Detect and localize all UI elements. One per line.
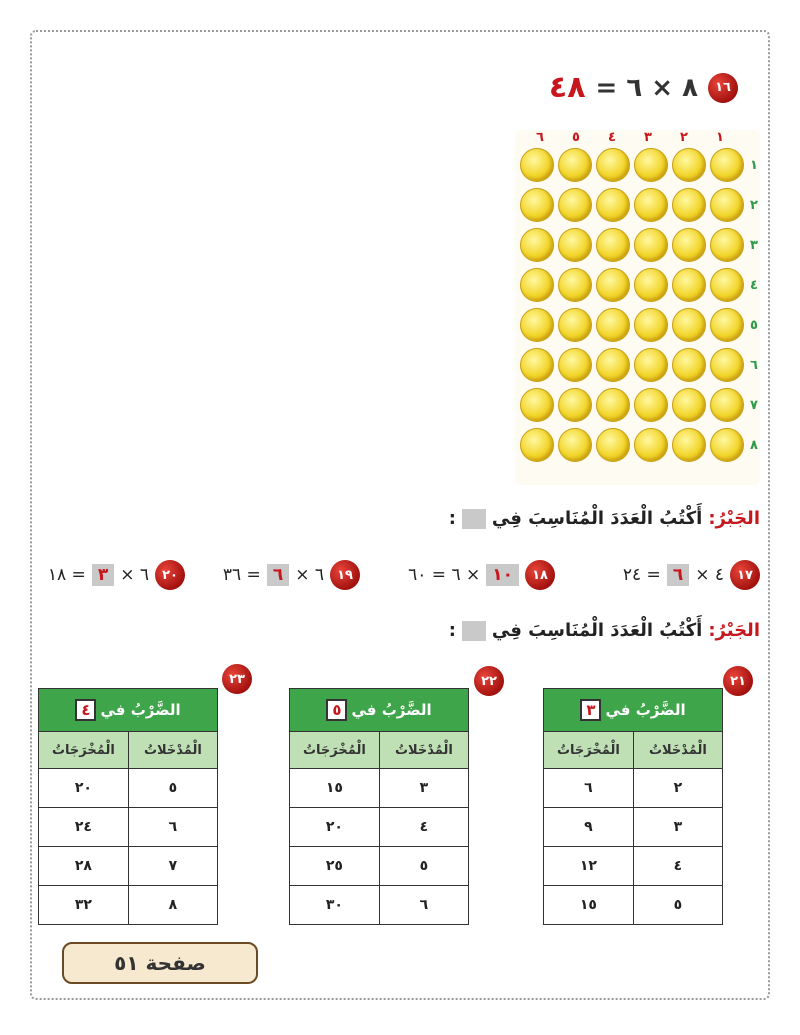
coin-icon — [596, 308, 630, 342]
section-colon: : — [448, 508, 456, 529]
column-number: ٥ — [572, 130, 580, 145]
coin-icon — [634, 228, 668, 262]
exercise-post: × ٦ = ٦٠ — [408, 565, 481, 585]
coin-icon — [520, 148, 554, 182]
table-cell: ١٥ — [290, 769, 380, 808]
table-badge: ٢٢ — [474, 666, 504, 696]
exercise-post: = ٢٤ — [622, 565, 661, 585]
coin-row — [520, 185, 760, 225]
coin-icon — [634, 428, 668, 462]
table-cell: ٣ — [379, 769, 468, 808]
column-number: ١ — [716, 130, 724, 145]
table-factor: ٤ — [75, 699, 96, 721]
table-cell: ٥ — [379, 847, 468, 886]
coin-icon — [558, 428, 592, 462]
coin-icon — [672, 268, 706, 302]
multiply-table-5 — [289, 688, 469, 925]
coin-icon — [520, 428, 554, 462]
coin-icon — [596, 348, 630, 382]
column-number: ٣ — [644, 130, 652, 145]
table-cell: ٢٥ — [290, 847, 380, 886]
exercise-badge: ١٩ — [330, 560, 360, 590]
row-number: ٣ — [750, 237, 758, 253]
table-cell: ٦ — [544, 769, 634, 808]
table-cell: ٣ — [633, 808, 722, 847]
coin-icon — [520, 228, 554, 262]
coin-row — [520, 145, 760, 185]
inputs-header: الْمُدْخَلاتُ — [633, 732, 722, 769]
table-title: الضَّرْبُ في٣ — [544, 689, 723, 732]
exercise-17 — [623, 560, 760, 590]
coin-icon — [710, 188, 744, 222]
exercise-badge: ٢٠ — [155, 560, 185, 590]
coin-icon — [672, 388, 706, 422]
inputs-header: الْمُدْخَلاتُ — [379, 732, 468, 769]
coin-icon — [634, 308, 668, 342]
table-cell: ٦ — [128, 808, 217, 847]
answer-box-icon — [462, 621, 486, 641]
exercise-badge: ١٧ — [730, 560, 760, 590]
coin-icon — [710, 148, 744, 182]
coin-icon — [672, 348, 706, 382]
exercise-20 — [48, 560, 185, 590]
coin-icon — [558, 348, 592, 382]
coin-icon — [672, 188, 706, 222]
column-number: ٤ — [608, 130, 616, 145]
table-cell: ٢٤ — [39, 808, 129, 847]
column-number: ٢ — [680, 130, 688, 145]
coin-icon — [596, 188, 630, 222]
coin-icon — [710, 228, 744, 262]
table-title: الضَّرْبُ في٤ — [39, 689, 218, 732]
problem-badge: ١٦ — [708, 73, 738, 103]
coin-grid — [520, 130, 760, 465]
coin-icon — [596, 388, 630, 422]
table-cell: ١٢ — [544, 847, 634, 886]
coin-icon — [558, 148, 592, 182]
coin-icon — [596, 268, 630, 302]
coin-icon — [672, 308, 706, 342]
table-badge: ٢٣ — [222, 664, 252, 694]
table-cell: ٣٢ — [39, 886, 129, 925]
section-colon: : — [448, 620, 456, 641]
coin-icon — [710, 388, 744, 422]
table-cell: ٢٠ — [39, 769, 129, 808]
row-number: ٢ — [750, 197, 758, 213]
row-number: ٦ — [750, 357, 758, 373]
coin-icon — [558, 268, 592, 302]
table-cell: ٤ — [633, 847, 722, 886]
coin-icon — [710, 428, 744, 462]
coin-icon — [520, 388, 554, 422]
outputs-header: الْمُخْرَجَاتُ — [544, 732, 634, 769]
problem-expression: ٨ × ٦ = — [595, 72, 698, 103]
table-cell: ٤ — [379, 808, 468, 847]
coin-row — [520, 345, 760, 385]
row-number: ٨ — [750, 437, 758, 453]
exercise-fill[interactable]: ٦ — [267, 564, 289, 586]
coin-icon — [672, 148, 706, 182]
table-title: الضَّرْبُ في٥ — [290, 689, 469, 732]
table-cell: ٦ — [379, 886, 468, 925]
row-number: ٤ — [750, 277, 758, 293]
table-cell: ٩ — [544, 808, 634, 847]
section-title-1 — [449, 508, 760, 529]
coin-icon — [596, 148, 630, 182]
coin-icon — [634, 348, 668, 382]
coin-icon — [672, 228, 706, 262]
coin-icon — [558, 228, 592, 262]
exercise-fill[interactable]: ١٠ — [486, 564, 519, 586]
table-cell: ٢٠ — [290, 808, 380, 847]
section-instruction: أَكْتُبُ الْعَدَدَ الْمُنَاسِبَ فِي — [491, 620, 703, 641]
column-number: ٦ — [536, 130, 544, 145]
exercise-19 — [223, 560, 360, 590]
coin-icon — [558, 188, 592, 222]
table-factor: ٥ — [326, 699, 347, 721]
table-cell: ٨ — [128, 886, 217, 925]
table-badge: ٢١ — [723, 666, 753, 696]
exercise-badge: ١٨ — [525, 560, 555, 590]
answer-box-icon — [462, 509, 486, 529]
column-numbers — [522, 130, 760, 145]
section-label: الجَبْرُ: — [708, 620, 760, 641]
table-cell: ٥ — [128, 769, 217, 808]
coin-icon — [596, 228, 630, 262]
coin-icon — [710, 308, 744, 342]
exercise-fill[interactable]: ٦ — [667, 564, 689, 586]
row-number: ٧ — [750, 397, 758, 413]
exercise-pre: ٦ × — [295, 565, 324, 585]
table-cell: ٢٨ — [39, 847, 129, 886]
coin-icon — [672, 428, 706, 462]
coin-icon — [710, 348, 744, 382]
table-cell: ٢ — [633, 769, 722, 808]
row-number: ٥ — [750, 317, 758, 333]
multiply-table-3 — [543, 688, 723, 925]
problem-answer: ٤٨ — [548, 70, 586, 105]
exercise-18 — [408, 560, 555, 590]
inputs-header: الْمُدْخَلاتُ — [128, 732, 217, 769]
coin-row — [520, 385, 760, 425]
table-cell: ٣٠ — [290, 886, 380, 925]
coin-icon — [520, 268, 554, 302]
coin-icon — [558, 388, 592, 422]
exercise-pre: ٦ × — [120, 565, 149, 585]
coin-icon — [520, 308, 554, 342]
coin-icon — [634, 268, 668, 302]
coin-icon — [710, 268, 744, 302]
coin-row — [520, 305, 760, 345]
coin-icon — [520, 348, 554, 382]
coin-icon — [596, 428, 630, 462]
exercise-post: = ١٨ — [47, 565, 86, 585]
outputs-header: الْمُخْرَجَاتُ — [290, 732, 380, 769]
table-cell: ٧ — [128, 847, 217, 886]
table-cell: ٥ — [633, 886, 722, 925]
coin-icon — [634, 148, 668, 182]
coin-row — [520, 425, 760, 465]
section-title-2 — [449, 620, 760, 641]
coin-icon — [520, 188, 554, 222]
exercise-pre: ٤ × — [695, 565, 724, 585]
coin-icon — [634, 388, 668, 422]
problem-16 — [549, 70, 738, 105]
coin-row — [520, 225, 760, 265]
section-instruction: أَكْتُبُ الْعَدَدَ الْمُنَاسِبَ فِي — [491, 508, 703, 529]
multiply-table-4 — [38, 688, 218, 925]
page-number-label: صفحة ٥١ — [62, 942, 258, 984]
coin-row — [520, 265, 760, 305]
coin-icon — [634, 188, 668, 222]
exercise-post: = ٣٦ — [222, 565, 261, 585]
table-factor: ٣ — [580, 699, 601, 721]
coin-icon — [558, 308, 592, 342]
exercise-fill[interactable]: ٣ — [92, 564, 114, 586]
table-cell: ١٥ — [544, 886, 634, 925]
row-number: ١ — [750, 157, 758, 173]
outputs-header: الْمُخْرَجَاتُ — [39, 732, 129, 769]
section-label: الجَبْرُ: — [708, 508, 760, 529]
